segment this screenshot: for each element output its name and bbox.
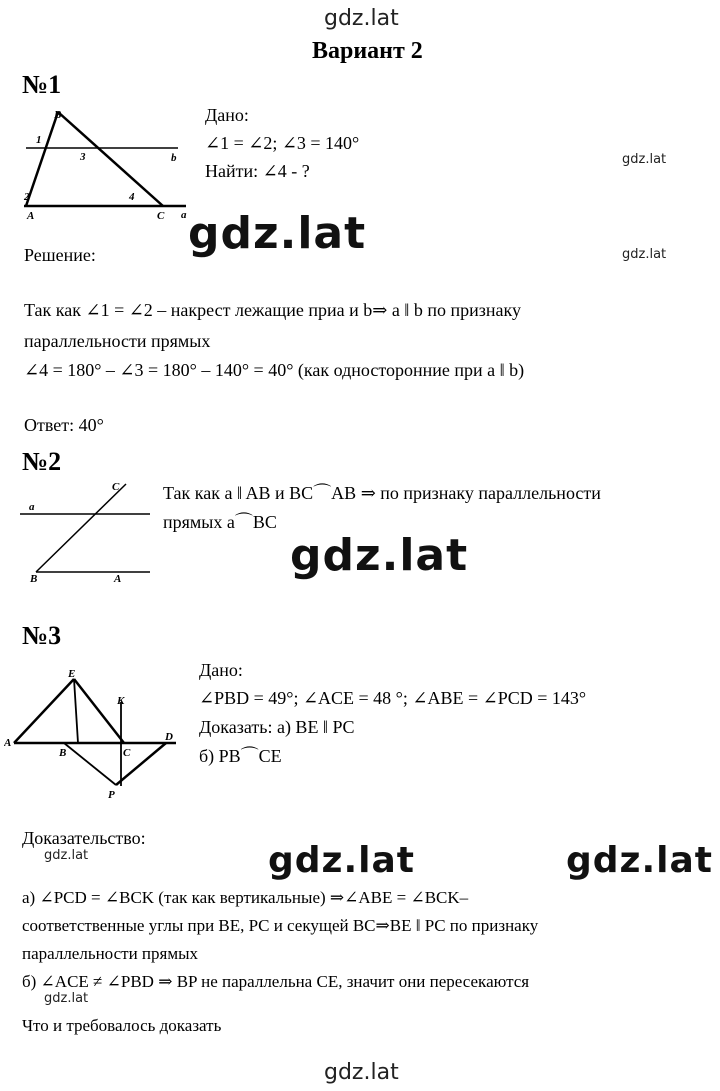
- label-E: E: [68, 668, 76, 680]
- label-4: 4: [129, 191, 135, 203]
- task3-number: №3: [22, 621, 62, 650]
- task3-figure: [4, 664, 184, 804]
- task1-line: Так как ∠1 = ∠2 – накрест лежащие приа и b⇒ a ‖ b по признаку: [24, 300, 521, 320]
- task3-given: ∠PBD = 49°; ∠ACE = 48 °; ∠ABE = ∠PCD = 143°: [199, 688, 587, 708]
- label-3: 3: [80, 151, 86, 163]
- label-C: C: [123, 747, 131, 759]
- task3-conclusion: Что и требовалось доказать: [22, 1016, 222, 1035]
- task1-given-label: Дано:: [205, 105, 249, 125]
- label-D: D: [165, 731, 173, 743]
- task3-line: б) ∠ACE ≠ ∠PBD ⇒ BP не параллельна CE, значит они пересекаются: [22, 972, 530, 991]
- task1-given: ∠1 = ∠2; ∠3 = 140°: [205, 133, 360, 153]
- watermark-large: gdz.lat: [290, 530, 469, 581]
- task2-number: №2: [22, 447, 62, 476]
- label-a: a: [181, 209, 187, 221]
- watermark-small: gdz.lat: [44, 991, 89, 1006]
- task1-solution-label: Решение:: [24, 245, 96, 265]
- label-A: A: [114, 573, 122, 585]
- watermark-large: gdz.lat: [566, 840, 714, 881]
- task3-prove-a: Доказать: а) BE ‖ PC: [199, 717, 355, 737]
- label-2: 2: [24, 191, 30, 203]
- task3-proof-label: Доказательство:: [22, 828, 146, 848]
- task3-line: а) ∠PCD = ∠BCK (так как вертикальные) ⇒∠ABE = ∠BCK–: [22, 888, 469, 907]
- label-B: B: [30, 573, 38, 585]
- label-b: b: [171, 152, 177, 164]
- task1-answer: Ответ: 40°: [24, 415, 104, 435]
- label-1: 1: [36, 134, 42, 146]
- task3-prove-b: б) PB⌒CE: [199, 746, 282, 766]
- task3-given-label: Дано:: [199, 660, 243, 680]
- task3-line: параллельности прямых: [22, 944, 199, 963]
- label-B: B: [54, 109, 62, 121]
- label-C: C: [112, 481, 120, 493]
- label-a: a: [29, 501, 35, 513]
- task2-line: прямых a⌒BC: [163, 512, 277, 532]
- task1-line: ∠4 = 180° – ∠3 = 180° – 140° = 40° (как односторонние при a ‖ b): [24, 360, 525, 380]
- watermark-small: gdz.lat: [622, 247, 667, 262]
- task3-line: соответственные углы при BE, PC и секущей BC⇒BE ‖ PC по признаку: [22, 916, 539, 935]
- task1-find: Найти: ∠4 - ?: [205, 161, 310, 181]
- task1-figure: [18, 100, 198, 225]
- task1-line: параллельности прямых: [24, 331, 211, 351]
- watermark-small: gdz.lat: [622, 152, 667, 167]
- task1-number: №1: [22, 70, 62, 99]
- label-C: C: [157, 210, 165, 222]
- label-A: A: [4, 737, 12, 749]
- task2-figure: [14, 478, 164, 586]
- watermark-large: gdz.lat: [268, 840, 416, 881]
- watermark-small: gdz.lat: [44, 848, 89, 863]
- label-B: B: [59, 747, 67, 759]
- page-title: Вариант 2: [312, 38, 423, 64]
- watermark-large: gdz.lat: [188, 208, 367, 259]
- label-P: P: [108, 789, 115, 801]
- watermark-bottom: gdz.lat: [324, 1060, 399, 1085]
- watermark-top: gdz.lat: [324, 6, 399, 31]
- task2-line: Так как a ‖ AB и BC⌒AB ⇒ по признаку параллельности: [163, 483, 601, 503]
- label-K: K: [117, 695, 125, 707]
- label-A: A: [27, 210, 35, 222]
